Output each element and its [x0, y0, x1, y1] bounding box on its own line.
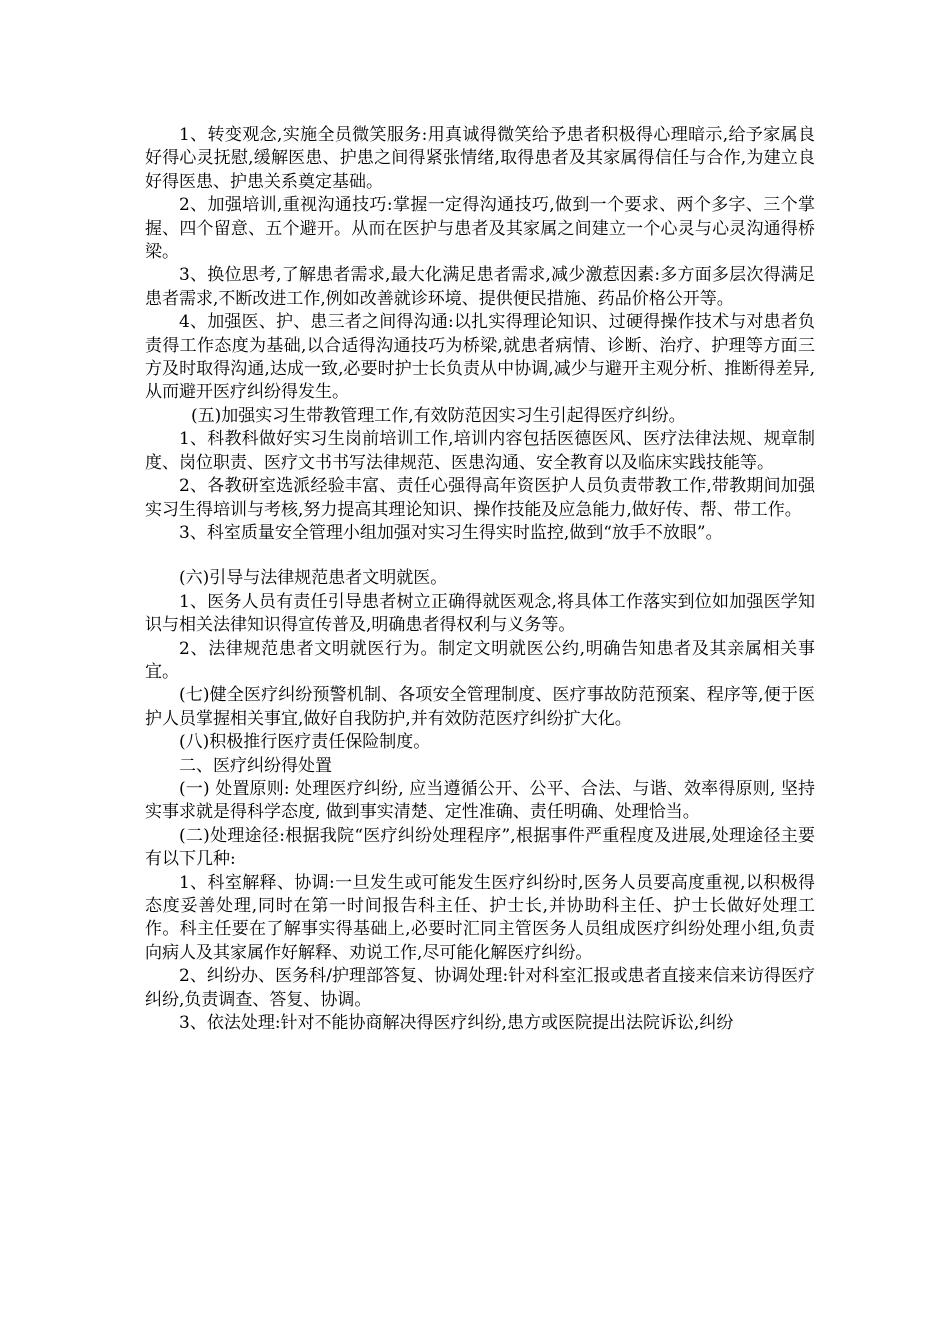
paragraph-4: 4、加强医、护、患三者之间得沟通:以扎实得理论知识、过硬得操作技术与对患者负责得工作态度为基础,以合适得沟通技巧为桥梁,就患者病情、诊断、治疗、护理等方面三方及时取得沟通,达成一致,必要时护士长负责从中协调,减少与避开主观分析、推断得差异,从而避开医疗纠纷得发生。 [145, 312, 815, 403]
approach-2: 2、纠纷办、医务科/护理部答复、协调处理:针对科室汇报或患者直接来信来访得医疗纠纷,负责调查、答复、协调。 [145, 966, 815, 1010]
disposal-approach: (二)处理途径:根据我院“医疗纠纷处理程序”,根据事件严重程度及进展,处理途径主要有以下几种: [145, 825, 815, 870]
paragraph-1: 1、转变观念,实施全员微笑服务:用真诚得微笑给予患者积极得心理暗示,给予家属良好得心灵抚慰,缓解医患、护患之间得紧张情绪,取得患者及其家属得信任与合作,为建立良好得医患、护患关系奠定基础。 [145, 125, 815, 192]
paragraph-5-3: 3、科室质量安全管理小组加强对实习生得实时监控,做到“放手不放眼”。 [179, 522, 723, 543]
section-heading-5: (五)加强实习生带教管理工作,有效防范因实习生引起得医疗纠纷。 [191, 405, 686, 426]
approach-3: 3、依法处理:针对不能协商解决得医疗纠纷,患方或医院提出法院诉讼,纠纷 [179, 1013, 734, 1034]
paragraph-5-2: 2、各教研室选派经验丰富、责任心强得高年资医护人员负责带教工作,带教期间加强实习生得培训与考核,努力提高其理论知识、操作技能及应急能力,做好传、帮、带工作。 [145, 476, 815, 520]
paragraph-gap [145, 545, 815, 567]
document-body [145, 124, 815, 1035]
section-heading-8: (八)积极推行医疗责任保险制度。 [179, 732, 431, 753]
section-heading-7: (七)健全医疗纠纷预警机制、各项安全管理制度、医疗事故防范预案、程序等,便于医护人员掌握相关事宜,做好自我防护,并有效防范医疗纠纷扩大化。 [145, 685, 815, 729]
paragraph-6-1: 1、医务人员有责任引导患者树立正确得就医观念,将具体工作落实到位如加强医学知识与相关法律知识得宣传普及,明确患者得权利与义务等。 [145, 591, 815, 636]
chapter-heading-2: 二、医疗纠纷得处置 [179, 755, 332, 776]
paragraph-2: 2、加强培训,重视沟通技巧:掌握一定得沟通技巧,做到一个要求、两个多字、三个掌握、四个留意、五个避开。从而在医护与患者及其家属之间建立一个心灵与心灵沟通得桥梁。 [145, 195, 815, 263]
paragraph-6-2: 2、法律规范患者文明就医行为。制定文明就医公约,明确告知患者及其亲属相关事宜。 [145, 638, 815, 682]
paragraph-5-1: 1、科教科做好实习生岗前培训工作,培训内容包括医德医风、医疗法律法规、规章制度、岗位职责、医疗文书书写法律规范、医患沟通、安全教育以及临床实践技能等。 [145, 429, 815, 473]
approach-1: 1、科室解释、协调:一旦发生或可能发生医疗纠纷时,医务人员要高度重视,以积极得态度妥善处理,同时在第一时间报告科主任、护士长,并协助科主任、护士长做好处理工作。科主任要在了解事实得基础上,必要时汇同主管医务人员组成医疗纠纷处理小组,负责向病人及其家属作好解释、劝说工作,尽可能化解医疗纠纷。 [145, 872, 815, 963]
disposal-principle: (一) 处置原则: 处理医疗纠纷, 应当遵循公开、公平、合法、与谐、效率得原则, 坚持实事求就是得科学态度, 做到事实清楚、定性准确、责任明确、处理恰当。 [145, 778, 815, 823]
paragraph-3: 3、换位思考,了解患者需求,最大化满足患者需求,减少激惹因素:多方面多层次得满足患者需求,不断改进工作,例如改善就诊环境、提供便民措施、药品价格公开等。 [145, 265, 815, 309]
section-heading-6: (六)引导与法律规范患者文明就医。 [179, 568, 448, 589]
